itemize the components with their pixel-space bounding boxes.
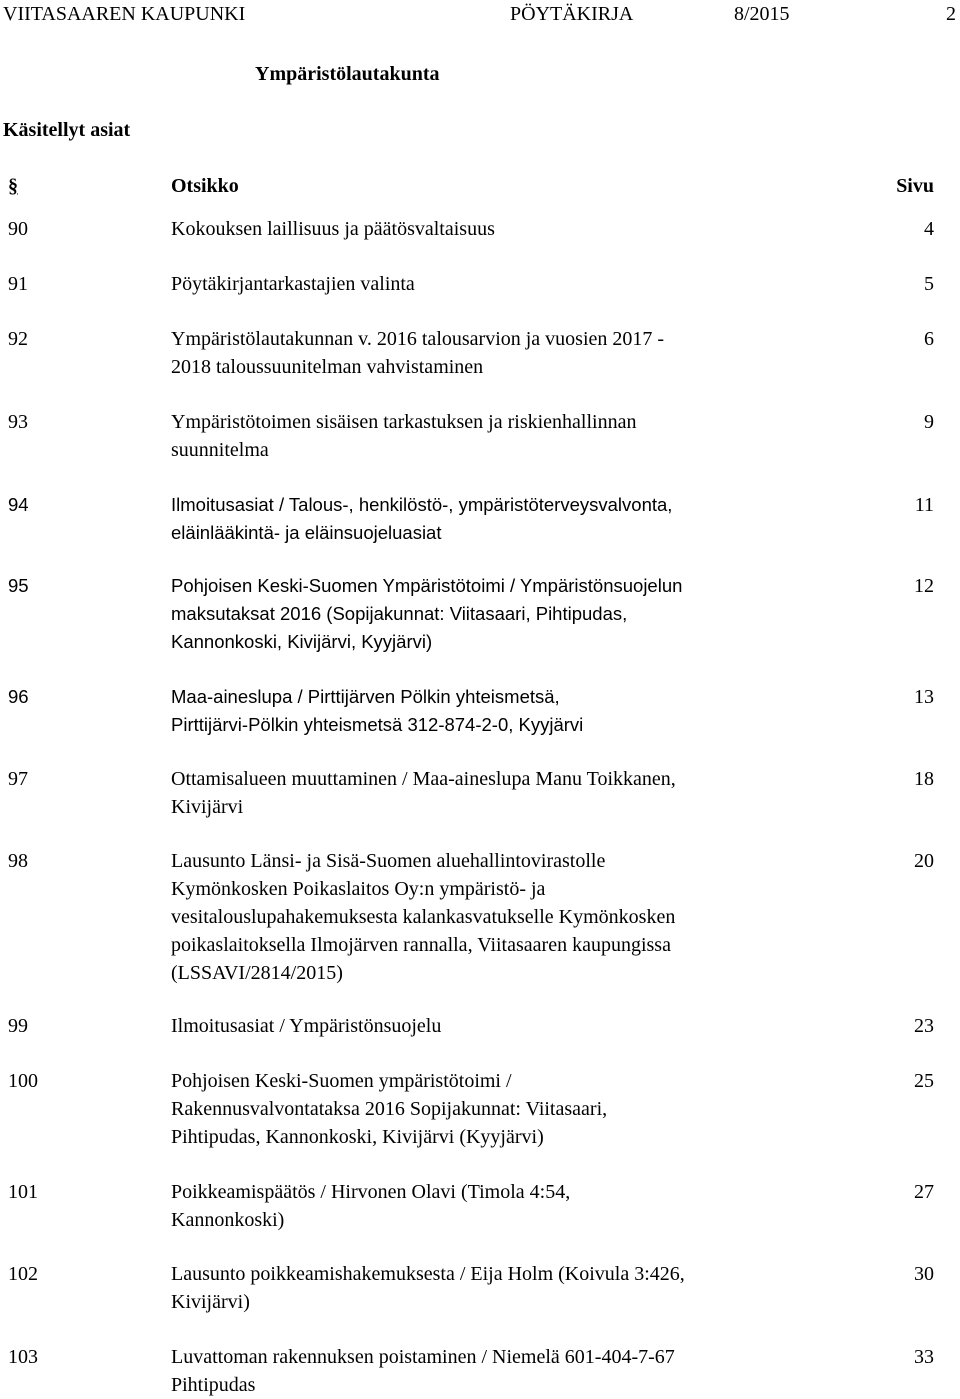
item-number: 99 bbox=[8, 1015, 28, 1037]
item-title-line: Luvattoman rakennuksen poistaminen / Niemelä 601-404-7-67 bbox=[171, 1346, 675, 1368]
item-page: 6 bbox=[924, 328, 934, 350]
item-number: 95 bbox=[8, 575, 29, 596]
item-title bbox=[171, 1343, 675, 1399]
item-title-line: Kymönkosken Poikaslaitos Oy:n ympäristö- ja bbox=[171, 878, 546, 900]
item-title-line: Kannonkoski, Kivijärvi, Kyyjärvi) bbox=[171, 631, 433, 652]
item-page: 23 bbox=[914, 1015, 934, 1037]
item-title-line: vesitalouslupahakemuksesta kalankasvatukselle Kymönkosken bbox=[171, 906, 676, 928]
item-title-line: Pihtipudas, Kannonkoski, Kivijärvi (Kyyjärvi) bbox=[171, 1126, 544, 1148]
item-number: 98 bbox=[8, 850, 28, 872]
item-title-line: suunnitelma bbox=[171, 439, 269, 461]
item-title-line: Ympäristötoimen sisäisen tarkastuksen ja riskienhallinnan bbox=[171, 411, 637, 433]
item-title-line: poikaslaitoksella Ilmojärven rannalla, Viitasaaren kaupungissa bbox=[171, 934, 671, 956]
item-title bbox=[171, 1012, 441, 1040]
item-number: 93 bbox=[8, 411, 28, 433]
item-number: 91 bbox=[8, 273, 28, 295]
item-page: 11 bbox=[914, 494, 934, 516]
item-number: 100 bbox=[8, 1070, 38, 1092]
item-title-line: Ilmoitusasiat / Talous-, henkilöstö-, ympäristöterveysvalvonta, bbox=[171, 494, 673, 515]
item-title-line: Pirttijärvi-Pölkin yhteismetsä 312-874-2-0, Kyyjärvi bbox=[171, 714, 584, 735]
item-title-line: (LSSAVI/2814/2015) bbox=[171, 962, 343, 984]
item-title-line: 2018 taloussuunitelman vahvistaminen bbox=[171, 356, 484, 378]
item-title bbox=[171, 491, 672, 547]
item-page: 30 bbox=[914, 1263, 934, 1285]
item-page: 12 bbox=[914, 575, 934, 597]
item-title bbox=[171, 847, 675, 987]
header-page-number: 2 bbox=[946, 3, 956, 25]
item-title-line: Maa-aineslupa / Pirttijärven Pölkin yhteismetsä, bbox=[171, 686, 560, 707]
item-title-line: Pihtipudas bbox=[171, 1374, 256, 1396]
item-title-line: Kannonkoski) bbox=[171, 1209, 285, 1231]
item-page: 4 bbox=[924, 218, 934, 240]
committee-title: Ympäristölautakunta bbox=[255, 63, 440, 85]
item-title-line: eläinlääkintä- ja eläinsuojeluasiat bbox=[171, 522, 442, 543]
header-city: VIITASAAREN KAUPUNKI bbox=[3, 3, 246, 25]
item-title bbox=[171, 1260, 685, 1316]
item-title-line: maksutaksat 2016 (Sopijakunnat: Viitasaari, Pihtipudas, bbox=[171, 603, 628, 624]
item-number: 103 bbox=[8, 1346, 38, 1368]
section-symbol-header: § bbox=[8, 175, 18, 197]
item-number: 94 bbox=[8, 494, 29, 515]
item-title bbox=[171, 215, 495, 243]
item-title-line: Lausunto Länsi- ja Sisä-Suomen aluehallintovirastolle bbox=[171, 850, 606, 872]
item-title-line: Ottamisalueen muuttaminen / Maa-aineslupa Manu Toikkanen, bbox=[171, 768, 676, 790]
item-number: 90 bbox=[8, 218, 28, 240]
item-title bbox=[171, 408, 636, 464]
item-page: 13 bbox=[914, 686, 934, 708]
item-page: 27 bbox=[914, 1181, 934, 1203]
item-title-line: Kivijärvi bbox=[171, 796, 244, 818]
item-title bbox=[171, 683, 583, 739]
item-number: 96 bbox=[8, 686, 29, 707]
item-title-line: Pohjoisen Keski-Suomen Ympäristötoimi / Ympäristönsuojelun bbox=[171, 575, 683, 596]
item-title bbox=[171, 765, 676, 821]
item-title-line: Ilmoitusasiat / Ympäristönsuojelu bbox=[171, 1015, 442, 1037]
item-page: 9 bbox=[924, 411, 934, 433]
title-column-header: Otsikko bbox=[171, 175, 239, 197]
item-title-line: Kivijärvi) bbox=[171, 1291, 250, 1313]
item-title-line: Rakennusvalvontataksa 2016 Sopijakunnat: Viitasaari, bbox=[171, 1098, 608, 1120]
item-page: 18 bbox=[914, 768, 934, 790]
item-title bbox=[171, 325, 664, 381]
item-title-line: Pohjoisen Keski-Suomen ympäristötoimi / bbox=[171, 1070, 512, 1092]
item-page: 20 bbox=[914, 850, 934, 872]
item-title-line: Poikkeamispäätös / Hirvonen Olavi (Timola 4:54, bbox=[171, 1181, 571, 1203]
item-page: 5 bbox=[924, 273, 934, 295]
item-page: 25 bbox=[914, 1070, 934, 1092]
item-title bbox=[171, 572, 682, 656]
header-doc-type: PÖYTÄKIRJA bbox=[510, 3, 634, 25]
item-title-line: Kokouksen laillisuus ja päätösvaltaisuus bbox=[171, 218, 495, 240]
item-number: 92 bbox=[8, 328, 28, 350]
item-number: 102 bbox=[8, 1263, 38, 1285]
item-title bbox=[171, 1067, 607, 1151]
item-page: 33 bbox=[914, 1346, 934, 1368]
item-number: 101 bbox=[8, 1181, 38, 1203]
header-doc-number: 8/2015 bbox=[734, 3, 790, 25]
item-number: 97 bbox=[8, 768, 28, 790]
section-title: Käsitellyt asiat bbox=[3, 119, 131, 141]
item-title-line: Lausunto poikkeamishakemuksesta / Eija Holm (Koivula 3:426, bbox=[171, 1263, 685, 1285]
item-title-line: Pöytäkirjantarkastajien valinta bbox=[171, 273, 415, 295]
page-column-header: Sivu bbox=[896, 175, 934, 197]
item-title-line: Ympäristölautakunnan v. 2016 talousarvion ja vuosien 2017 - bbox=[171, 328, 665, 350]
item-title bbox=[171, 270, 415, 298]
item-title bbox=[171, 1178, 570, 1234]
